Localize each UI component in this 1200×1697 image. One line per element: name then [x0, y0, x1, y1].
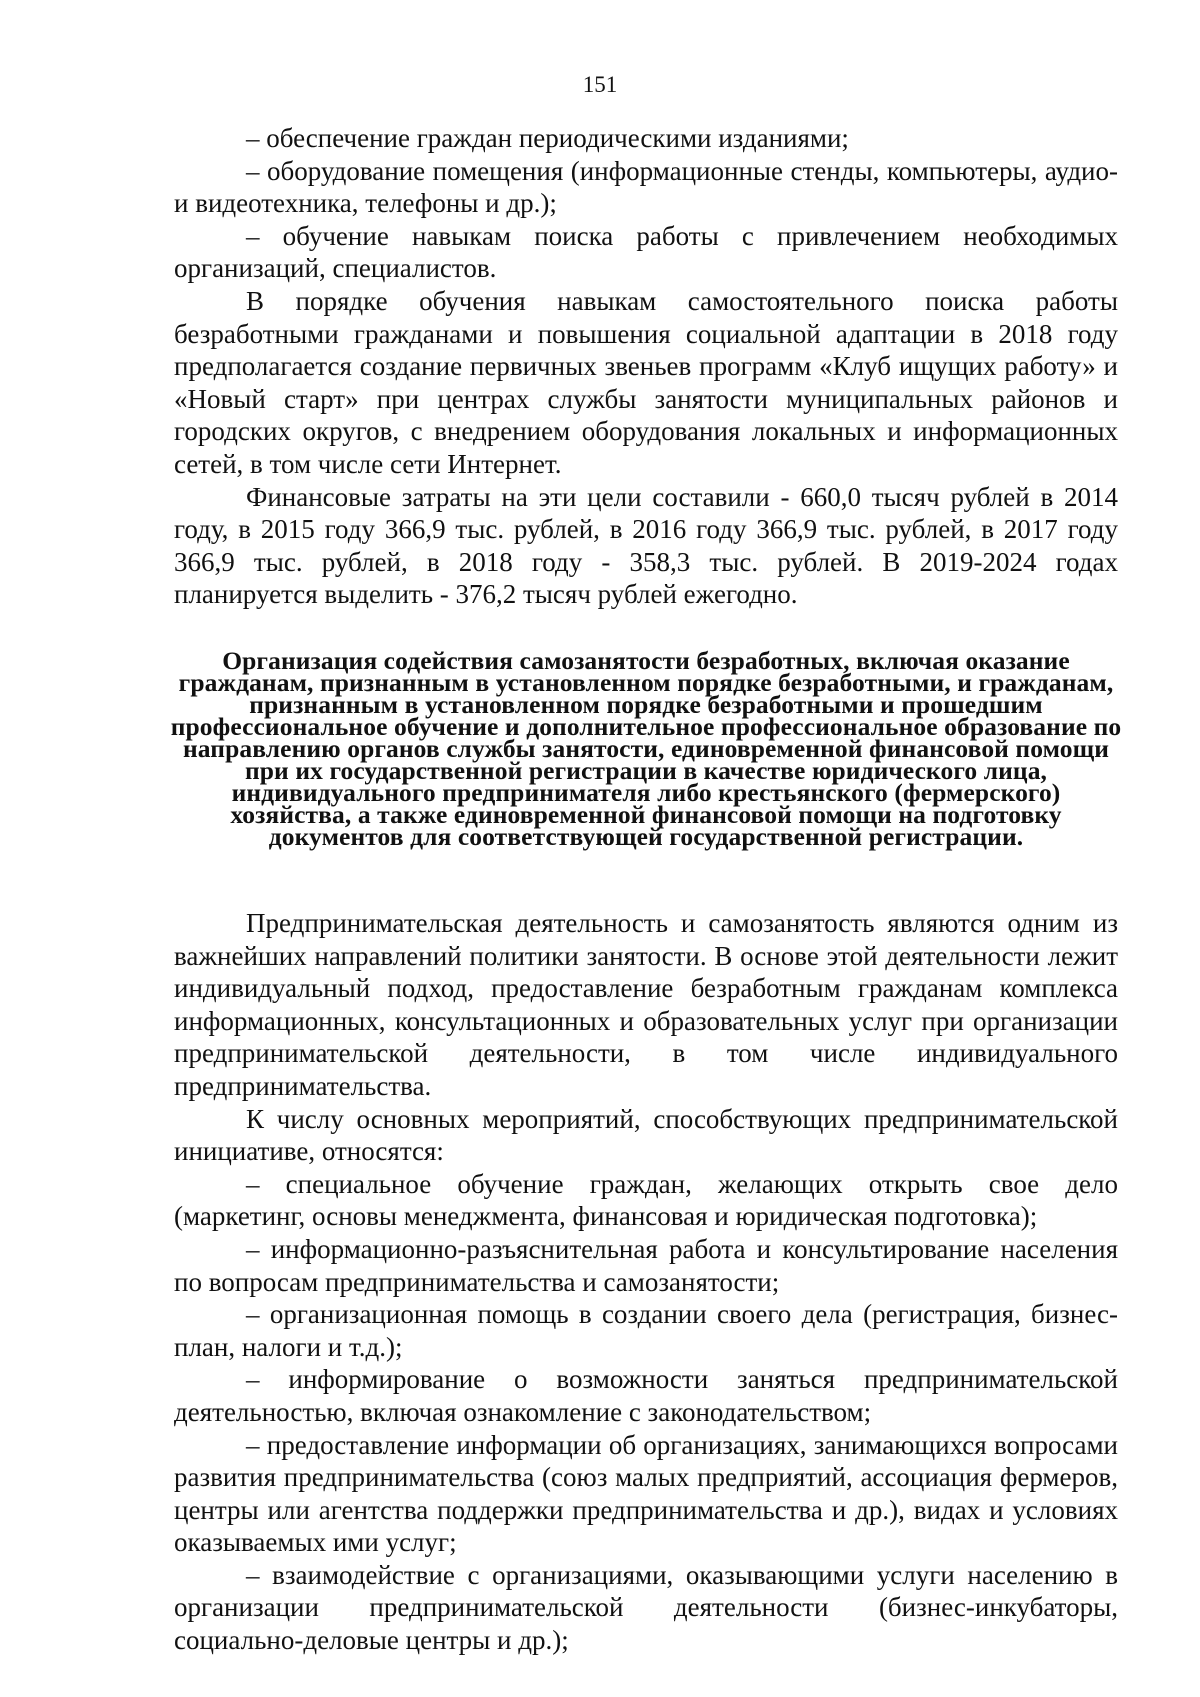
- section-heading: Организация содействия самозанятости безработных, включая оказание гражданам, признанным в установленном порядке безработными, и гражданам, признанным в установленном порядке безработными и прошедшим профессиональное обучение и дополнительное профессиональное образование по направлению органов службы занятости, единовременной финансовой помощи при их государственной регистрации в качестве юридического лица, индивидуального предпринимателя либо крестьянского (фермерского) хозяйства, а также единовременной финансовой помощи на подготовку документов для соответствующей государственной регистрации.: [170, 646, 1122, 851]
- list-item: – обеспечение граждан периодическими изданиями;: [246, 123, 849, 153]
- paragraph: К числу основных мероприятий, способствующих предпринимательской инициативе, относятся:: [174, 1103, 1118, 1167]
- paragraph: В порядке обучения навыкам самостоятельного поиска работы безработными гражданами и повышения социальной адаптации в 2018 году предполагается создание первичных звеньев программ «Клуб ищущих работу» и «Новый старт» при центрах службы занятости муниципальных районов и городских округов, с внедрением оборудования локальных и информационных сетей, в том числе сети Интернет.: [174, 285, 1118, 479]
- list-item: – организационная помощь в создании своего дела (регистрация, бизнес-план, налоги и т.д.);: [174, 1299, 1118, 1362]
- page-number: 151: [582, 72, 618, 97]
- list-item: – информирование о возможности заняться предпринимательской деятельностью, включая ознакомление с законодательством;: [174, 1364, 1118, 1427]
- list-item: – специальное обучение граждан, желающих открыть свое дело (маркетинг, основы менеджмента, финансовая и юридическая подготовка);: [174, 1168, 1118, 1232]
- list-item: – обучение навыкам поиска работы с привлечением необходимых организаций, специалистов.: [174, 220, 1118, 284]
- paragraph: Финансовые затраты на эти цели составили - 660,0 тысяч рублей в 2014 году, в 2015 году 366,9 тыс. рублей, в 2016 году 366,9 тыс. рублей, в 2017 году 366,9 тыс. рублей, в 2018 году - 358,3 тыс. рублей. В 2019-2024 годах планируется выделить - 376,2 тысяч рублей ежегодно.: [174, 481, 1118, 610]
- top-text-block: [174, 122, 1118, 611]
- paragraph: Предпринимательская деятельность и самозанятость являются одним из важнейших направлений политики занятости. В основе этой деятельности лежит индивидуальный подход, предоставление безработным гражданам комплекса информационных, консультационных и образовательных услуг при организации предпринимательской деятельности, в том числе индивидуального предпринимательства.: [174, 908, 1118, 1101]
- list-item: – информационно-разъяснительная работа и консультирование населения по вопросам предпринимательства и самозанятости;: [174, 1233, 1118, 1297]
- list-item: – оборудование помещения (информационные стенды, компьютеры, аудио- и видеотехника, телефоны и др.);: [174, 155, 1118, 219]
- list-item: – взаимодействие с организациями, оказывающими услуги населению в организации предпринимательской деятельности (бизнес-инкубаторы, социально-деловые центры и др.);: [174, 1559, 1118, 1656]
- bottom-text-block: [174, 907, 1118, 1657]
- list-item: – предоставление информации об организациях, занимающихся вопросами развития предпринимательства (союз малых предприятий, ассоциация фермеров, центры или агентства поддержки предпринимательства и др.), видах и условиях оказываемых ими услуг;: [174, 1429, 1118, 1558]
